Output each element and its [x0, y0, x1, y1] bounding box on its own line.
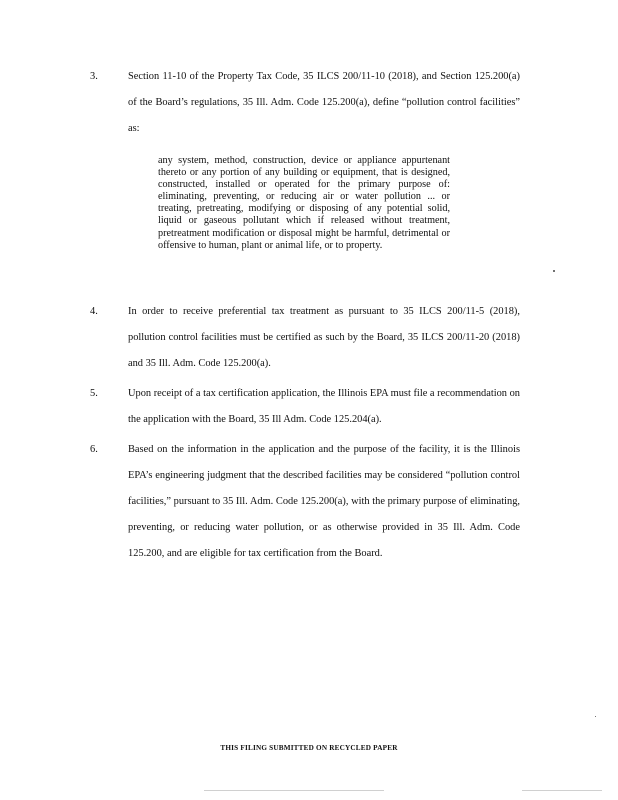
paragraph-number: 3. — [90, 71, 98, 82]
paragraph-4 — [90, 299, 520, 377]
block-quote-definition: any system, method, construction, device or appliance appurtenant thereto or any portion of any building or equipment, that is designed, constructed, installed or operated for the primary purpose of: eliminating, preventing, or reducing air or water pollution ... or treating, pretreating, modifying or disposing of any potential solid, liquid or gaseous pollutant which if released without treatment, pretreatment modification or disposal might be harmful, detrimental or offensive to human, plant or animal life, or to property. — [158, 155, 450, 251]
recycled-paper-footer: THIS FILING SUBMITTED ON RECYCLED PAPER — [220, 744, 398, 752]
paragraph-number: 5. — [90, 388, 98, 399]
paragraph-text: Based on the information in the application and the purpose of the facility, it is the Illinois EPA’s engineering judgment that the described facilities may be considered “pollution control facilities,” pursuant to 35 Ill. Adm. Code 125.200(a), with the primary purpose of eliminating, preventing, or reducing water pollution, or as otherwise provided in 35 Ill. Adm. Code 125.200, and are eligible for tax certification from the Board. — [128, 444, 520, 559]
paragraph-text: In order to receive preferential tax treatment as pursuant to 35 ILCS 200/11-5 (2018), pollution control facilities must be certified as such by the Board, 35 ILCS 200/11-20 (2018) and 35 Ill. Adm. Code 125.200(a). — [128, 306, 520, 369]
paragraph-number: 4. — [90, 306, 98, 317]
paragraph-6 — [90, 437, 520, 567]
scan-smudge — [522, 790, 602, 791]
paragraph-text: Upon receipt of a tax certification application, the Illinois EPA must file a recommendation on the application with the Board, 35 Ill Adm. Code 125.204(a). — [128, 388, 520, 425]
paragraph-text: Section 11-10 of the Property Tax Code, 35 ILCS 200/11-10 (2018), and Section 125.200(a) of the Board’s regulations, 35 Ill. Adm. Code 125.200(a), define “pollution control facilities” as: — [128, 71, 520, 134]
paragraph-3 — [90, 64, 520, 142]
paragraph-number: 6. — [90, 444, 98, 455]
scan-speck — [595, 716, 596, 717]
scan-smudge — [204, 790, 384, 791]
paragraph-5 — [90, 381, 520, 433]
scan-speck — [553, 270, 555, 272]
